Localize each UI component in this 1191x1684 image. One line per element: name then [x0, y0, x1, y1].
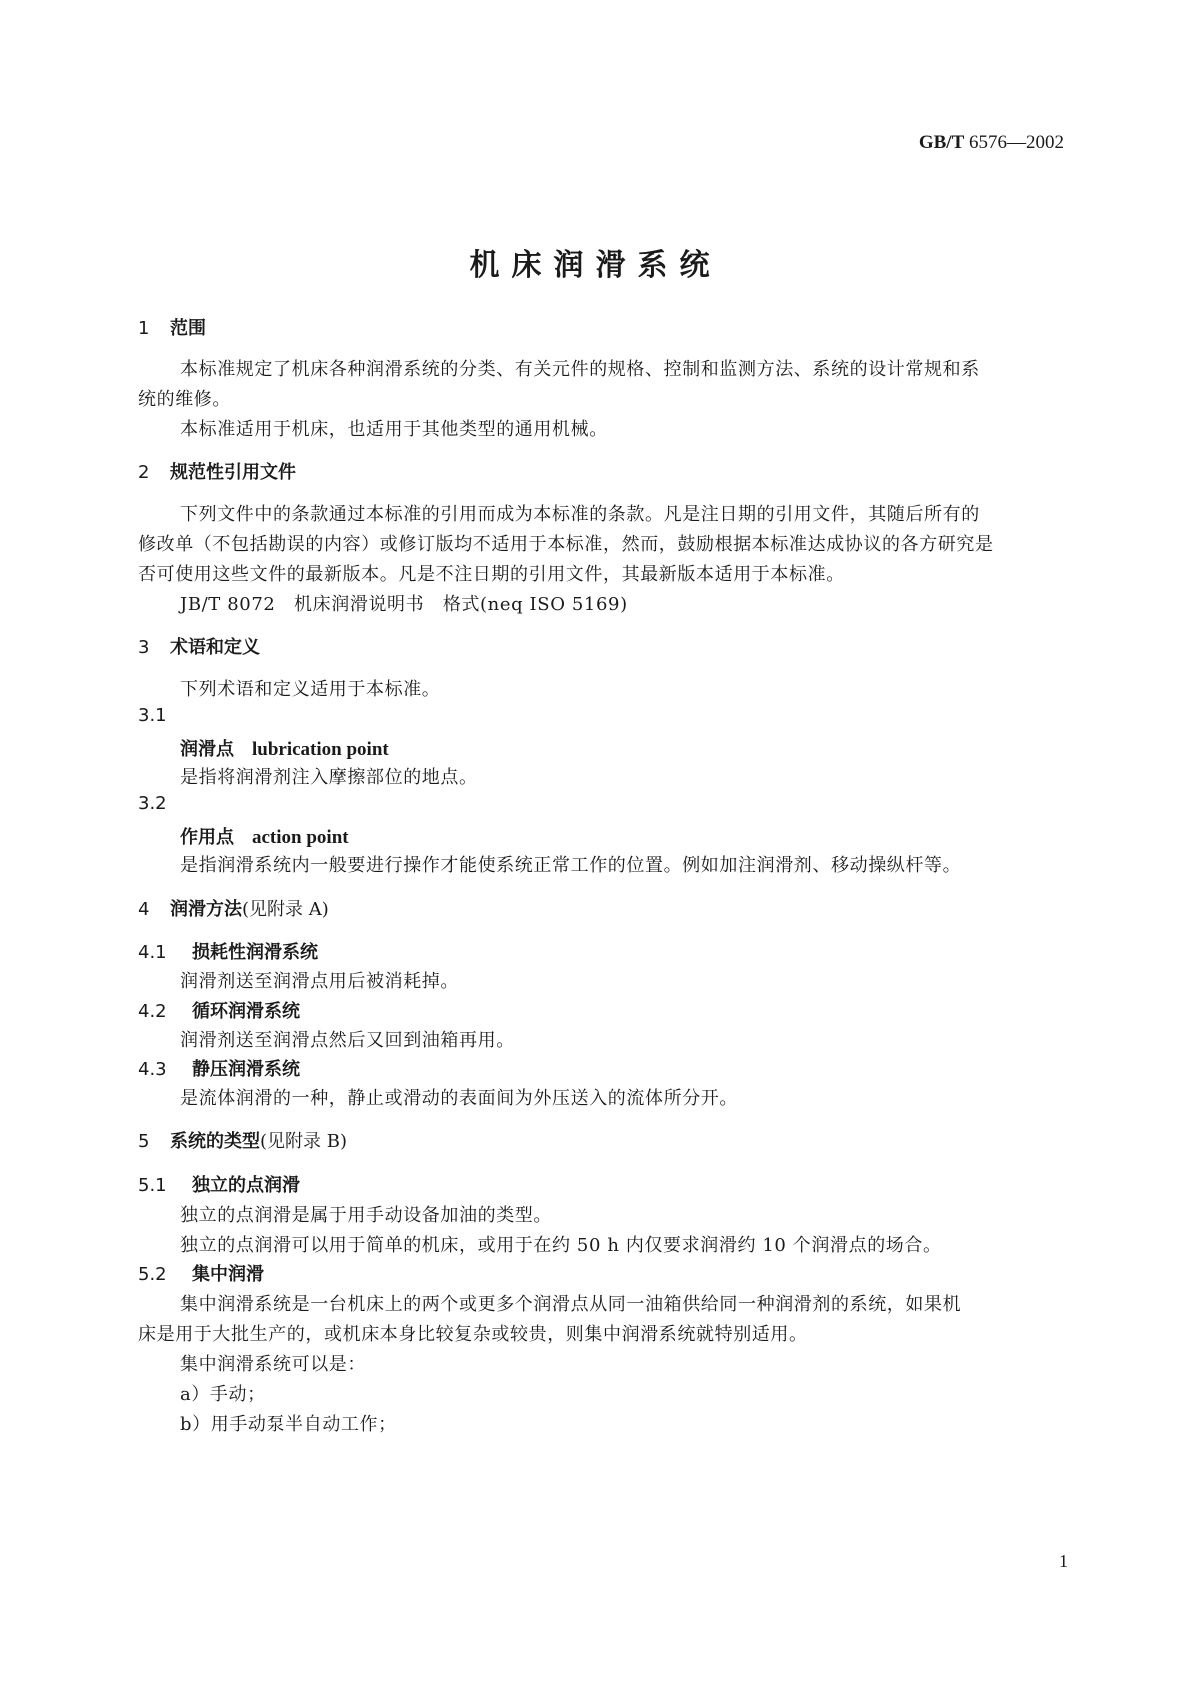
paragraph: 集中润滑系统是一台机床上的两个或更多个润滑点从同一油箱供给同一种润滑剂的系统，如果机: [180, 1294, 962, 1315]
paragraph: 修改单（不包括勘误的内容）或修订版均不适用于本标准，然而，鼓励根据本标准达成协议的各方研究是: [138, 534, 994, 555]
paragraph: 润滑剂送至润滑点用后被消耗掉。: [180, 971, 459, 992]
standard-number: GB/T 6576—2002: [918, 132, 1064, 153]
paragraph: 下列文件中的条款通过本标准的引用而成为本标准的条款。凡是注日期的引用文件，其随后所有的: [180, 504, 980, 525]
paragraph: 床是用于大批生产的，或机床本身比较复杂或较贵，则集中润滑系统就特别适用。: [138, 1324, 808, 1345]
section-3-heading: 3 术语和定义: [138, 637, 260, 658]
page-number: 1: [1059, 1551, 1068, 1571]
subsection-4-3-heading: 4.3 静压润滑系统: [138, 1059, 300, 1080]
paragraph: 否可使用这些文件的最新版本。凡是不注日期的引用文件，其最新版本适用于本标准。: [138, 564, 845, 585]
paragraph: 独立的点润滑可以用于简单的机床，或用于在约 50 h 内仅要求润滑约 10 个润滑点的场合。: [180, 1235, 942, 1256]
paragraph: 下列术语和定义适用于本标准。: [180, 679, 441, 700]
section-5-heading: 5 系统的类型(见附录 B): [138, 1131, 347, 1152]
list-item: a）手动；: [180, 1384, 266, 1405]
term-definition: 是指润滑系统内一般要进行操作才能使系统正常工作的位置。例如加注润滑剂、移动操纵杆等。: [180, 855, 962, 876]
subsection-5-2-heading: 5.2 集中润滑: [138, 1264, 264, 1285]
subsection-5-1-heading: 5.1 独立的点润滑: [138, 1175, 300, 1196]
paragraph: 本标准适用于机床，也适用于其他类型的通用机械。: [180, 419, 608, 440]
term-number: 3.2: [138, 793, 167, 814]
term-definition: 是指将润滑剂注入摩擦部位的地点。: [180, 767, 478, 788]
paragraph: 润滑剂送至润滑点然后又回到油箱再用。: [180, 1030, 515, 1051]
term-lubrication-point: 润滑点 lubrication point: [180, 739, 389, 760]
paragraph: 本标准规定了机床各种润滑系统的分类、有关元件的规格、控制和监测方法、系统的设计常规和系: [180, 359, 980, 380]
section-4-heading: 4 润滑方法(见附录 A): [138, 899, 329, 920]
subsection-4-2-heading: 4.2 循环润滑系统: [138, 1001, 300, 1022]
paragraph: 是流体润滑的一种，静止或滑动的表面间为外压送入的流体所分开。: [180, 1088, 738, 1109]
term-action-point: 作用点 action point: [180, 827, 349, 848]
document-title: 机床润滑系统: [469, 248, 722, 283]
paragraph: 独立的点润滑是属于用手动设备加油的类型。: [180, 1205, 552, 1226]
list-item: b）用手动泵半自动工作；: [180, 1414, 397, 1435]
paragraph: 集中润滑系统可以是：: [180, 1354, 366, 1375]
section-2-heading: 2 规范性引用文件: [138, 462, 296, 483]
subsection-4-1-heading: 4.1 损耗性润滑系统: [138, 942, 318, 963]
normative-reference: JB/T 8072 机床润滑说明书 格式(neq ISO 5169): [180, 594, 628, 615]
term-number: 3.1: [138, 705, 167, 726]
paragraph: 统的维修。: [138, 389, 231, 410]
section-1-heading: 1 范围: [138, 318, 206, 339]
